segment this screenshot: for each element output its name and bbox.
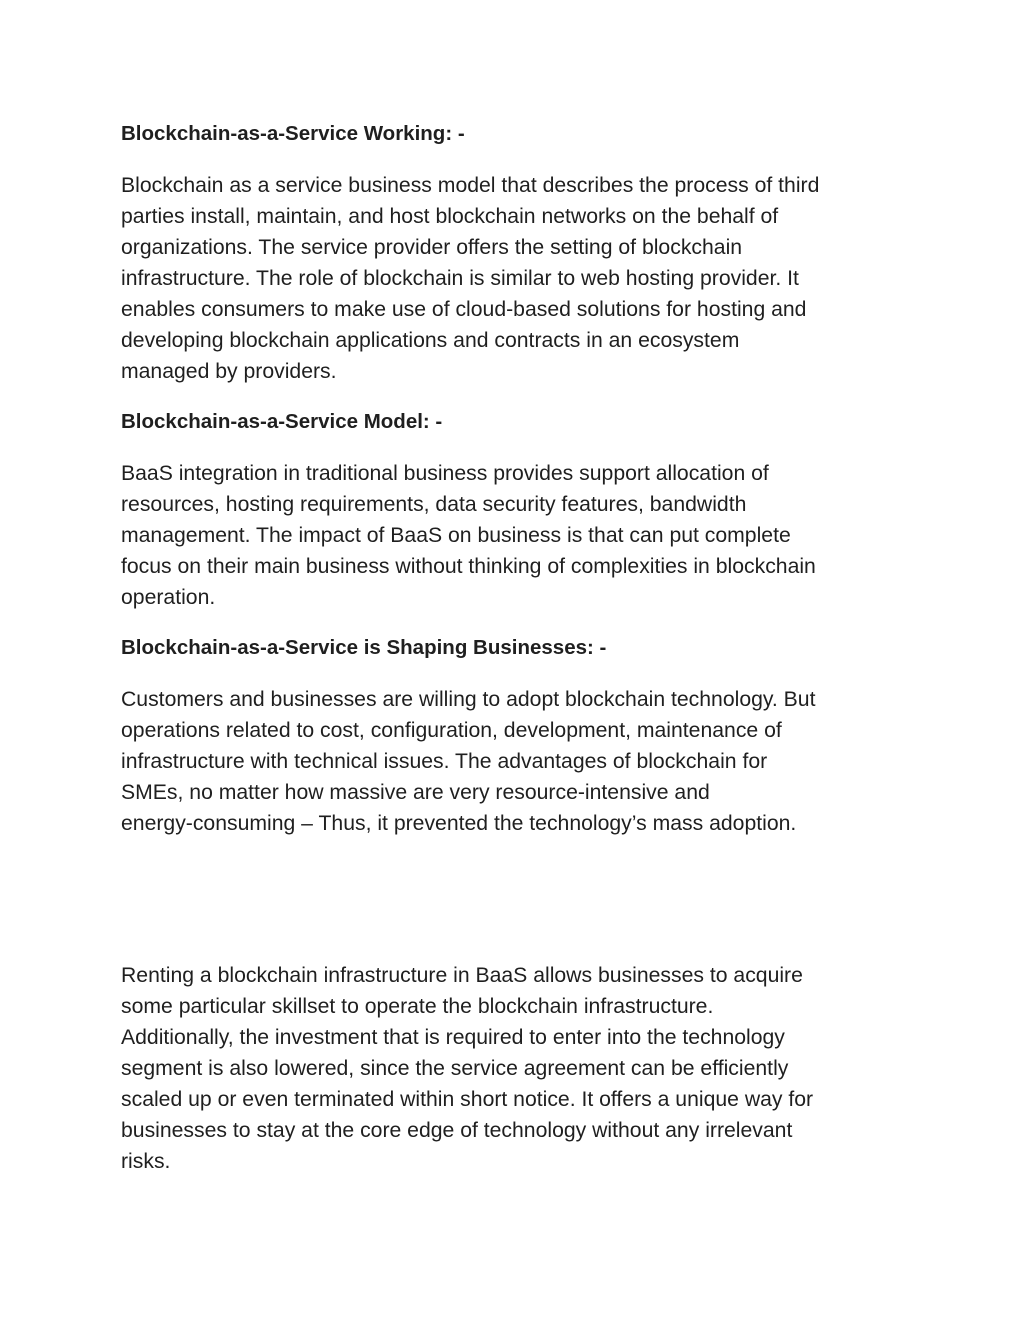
text-line: scaled up or even terminated within short notice. It offers a unique way for [121, 1088, 814, 1111]
heading-baas-working: Blockchain-as-a-Service Working: - [121, 122, 465, 145]
text-line: Renting a blockchain infrastructure in BaaS allows businesses to acquire [121, 964, 803, 987]
text-line: Customers and businesses are willing to adopt blockchain technology. But [121, 688, 816, 711]
paragraph-baas-model [121, 458, 816, 613]
paragraph-baas-shaping-businesses [121, 684, 815, 839]
heading-baas-model: Blockchain-as-a-Service Model: - [121, 410, 443, 433]
text-line: Blockchain as a service business model that describes the process of third [121, 174, 820, 197]
text-line: managed by providers. [121, 360, 337, 383]
text-line: parties install, maintain, and host blockchain networks on the behalf of [121, 205, 779, 228]
text-line: segment is also lowered, since the service agreement can be efficiently [121, 1057, 789, 1080]
text-line: infrastructure with technical issues. The advantages of blockchain for [121, 750, 768, 773]
text-line: developing blockchain applications and contracts in an ecosystem [121, 329, 740, 352]
text-line: risks. [121, 1150, 171, 1173]
heading-baas-shaping-businesses: Blockchain-as-a-Service is Shaping Businesses: - [121, 636, 607, 659]
text-line: SMEs, no matter how massive are very resource-intensive and [121, 781, 710, 804]
text-line: organizations. The service provider offers the setting of blockchain [121, 236, 743, 259]
paragraph-renting-infrastructure [121, 960, 813, 1177]
text-line: BaaS integration in traditional business provides support allocation of [121, 462, 769, 485]
text-line: energy-consuming – Thus, it prevented the technology’s mass adoption. [121, 812, 797, 835]
text-line: some particular skillset to operate the blockchain infrastructure. [121, 995, 714, 1018]
text-line: management. The impact of BaaS on business is that can put complete [121, 524, 791, 547]
text-line: operation. [121, 586, 216, 609]
text-line: Additionally, the investment that is required to enter into the technology [121, 1026, 785, 1049]
text-line: businesses to stay at the core edge of technology without any irrelevant [121, 1119, 793, 1142]
text-line: resources, hosting requirements, data security features, bandwidth [121, 493, 747, 516]
text-line: infrastructure. The role of blockchain is similar to web hosting provider. It [121, 267, 799, 290]
text-line: enables consumers to make use of cloud-based solutions for hosting and [121, 298, 807, 321]
text-line: focus on their main business without thinking of complexities in blockchain [121, 555, 816, 578]
paragraph-baas-working [121, 170, 819, 387]
text-line: operations related to cost, configuration, development, maintenance of [121, 719, 782, 742]
